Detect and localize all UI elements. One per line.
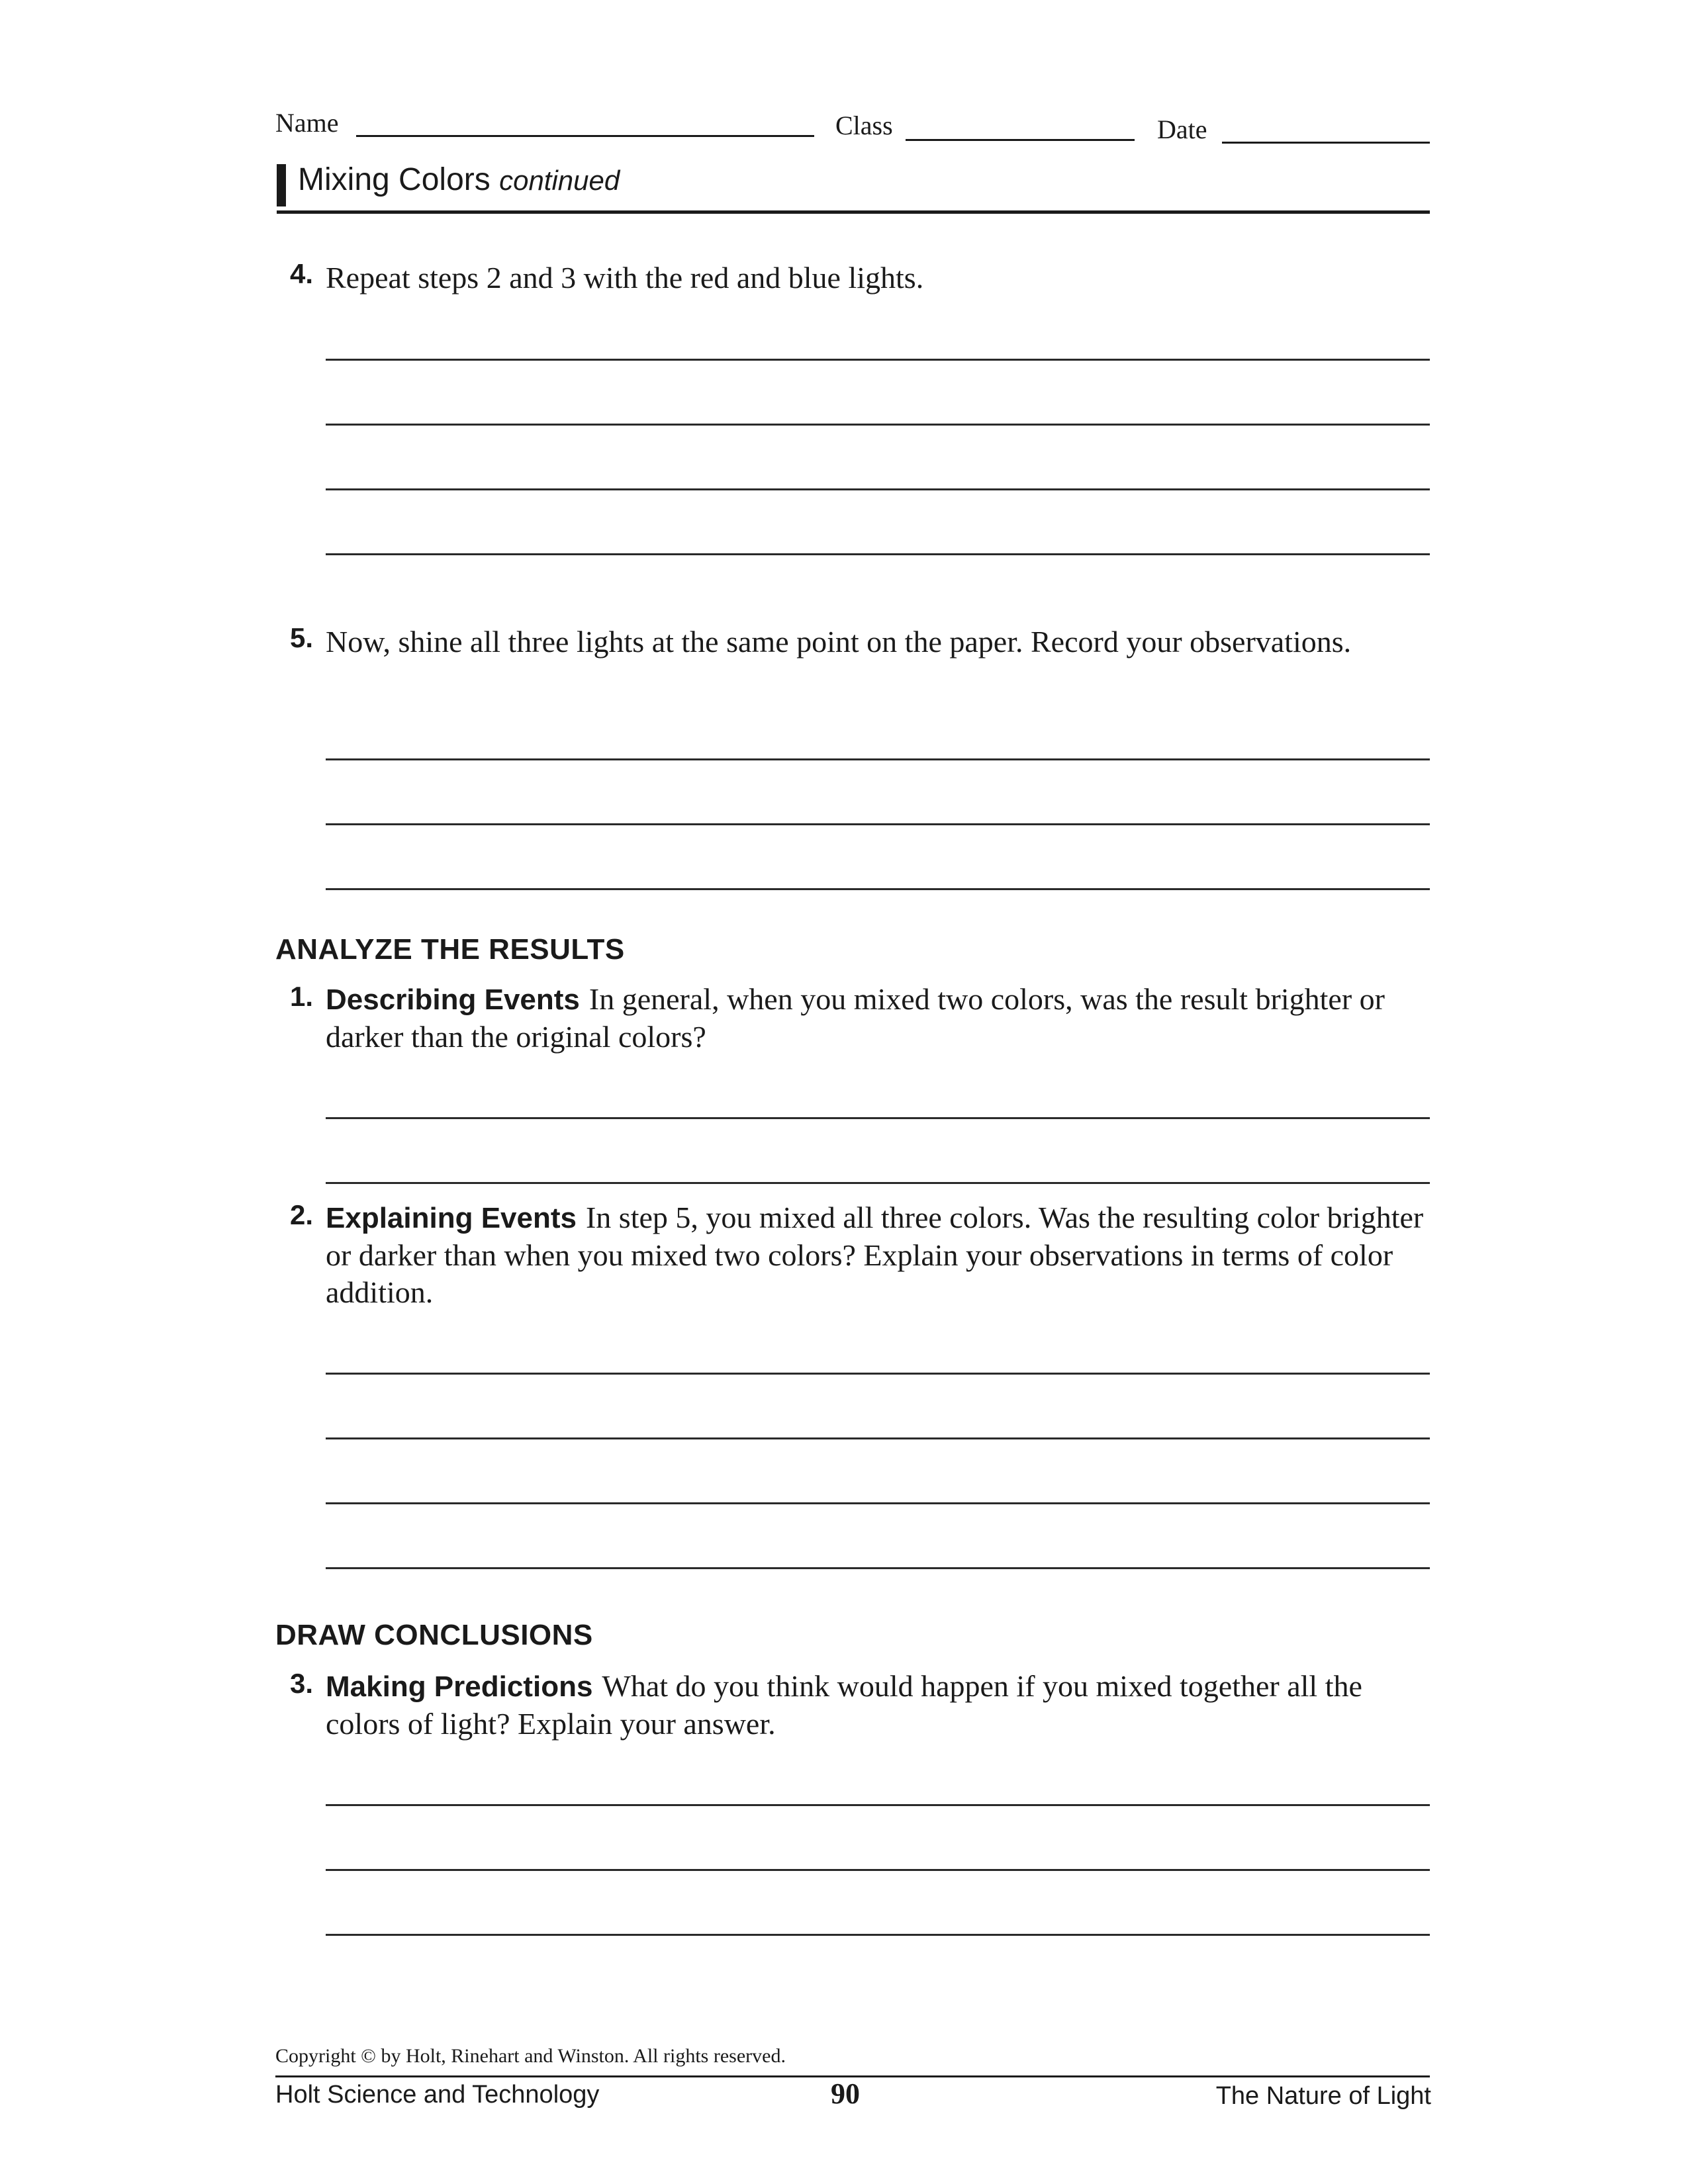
step-5-answer-line-3[interactable] xyxy=(326,888,1430,890)
step-4-answer-line-3[interactable] xyxy=(326,488,1430,490)
conclusions-q3-answer-line-2[interactable] xyxy=(326,1869,1430,1871)
step-4-answer-line-2[interactable] xyxy=(326,424,1430,426)
analyze-q1-body: In general, when you mixed two colors, was the result brighter or darker than the original colors? xyxy=(326,982,1385,1054)
analyze-q1-label: Describing Events xyxy=(326,983,580,1016)
title-suffix: continued xyxy=(499,165,620,196)
step-4-answer-line-1[interactable] xyxy=(326,359,1430,361)
name-field-line[interactable] xyxy=(356,135,814,137)
date-label: Date xyxy=(1157,114,1207,144)
conclusions-q3-answer-line-3[interactable] xyxy=(326,1934,1430,1936)
title-text: Mixing Colors xyxy=(298,162,491,197)
analyze-q1-answer-line-2[interactable] xyxy=(326,1182,1430,1184)
footer-chapter-title: The Nature of Light xyxy=(1215,2082,1431,2110)
name-label: Name xyxy=(275,108,339,138)
analyze-q2-number: 2. xyxy=(290,1199,314,1230)
analyze-q1-answer-line-1[interactable] xyxy=(326,1117,1430,1119)
analyze-q1-text xyxy=(326,981,1425,1056)
analyze-q2-answer-line-3[interactable] xyxy=(326,1502,1430,1504)
step-4-text: Repeat steps 2 and 3 with the red and blue lights. xyxy=(326,261,924,295)
class-label: Class xyxy=(835,111,893,140)
copyright-notice: Copyright © by Holt, Rinehart and Winston. All rights reserved. xyxy=(275,2045,786,2067)
title-rule xyxy=(277,210,1430,214)
step-5-number: 5. xyxy=(290,622,314,653)
analyze-q2-answer-line-2[interactable] xyxy=(326,1437,1430,1439)
footer-book-title: Holt Science and Technology xyxy=(275,2081,600,2109)
date-field-line[interactable] xyxy=(1222,142,1430,144)
analyze-q2-label: Explaining Events xyxy=(326,1202,577,1234)
analyze-q2-text xyxy=(326,1199,1425,1311)
step-4-number: 4. xyxy=(290,258,314,289)
conclusions-q3-text xyxy=(326,1668,1425,1743)
step-5-answer-line-1[interactable] xyxy=(326,758,1430,760)
page-title xyxy=(298,161,620,198)
analyze-heading: ANALYZE THE RESULTS xyxy=(275,933,625,966)
class-field-line[interactable] xyxy=(906,139,1135,141)
title-bar-marker xyxy=(277,164,286,206)
analyze-q2-answer-line-1[interactable] xyxy=(326,1373,1430,1375)
analyze-q2-body: In step 5, you mixed all three colors. Was the resulting color brighter or darker than when you mixed two colors? Explain your observations in terms of color addition. xyxy=(326,1201,1424,1309)
analyze-q1-number: 1. xyxy=(290,981,314,1012)
conclusions-q3-body: What do you think would happen if you mixed together all the colors of light? Explain your answer. xyxy=(326,1669,1362,1741)
step-4-answer-line-4[interactable] xyxy=(326,553,1430,555)
conclusions-q3-answer-line-1[interactable] xyxy=(326,1804,1430,1806)
step-5-answer-line-2[interactable] xyxy=(326,823,1430,825)
conclusions-q3-label: Making Predictions xyxy=(326,1670,593,1703)
analyze-q2-answer-line-4[interactable] xyxy=(326,1567,1430,1569)
conclusions-q3-number: 3. xyxy=(290,1668,314,1699)
step-5-text: Now, shine all three lights at the same point on the paper. Record your observations. xyxy=(326,625,1352,659)
page-number: 90 xyxy=(831,2077,860,2110)
conclusions-heading: DRAW CONCLUSIONS xyxy=(275,1619,593,1651)
